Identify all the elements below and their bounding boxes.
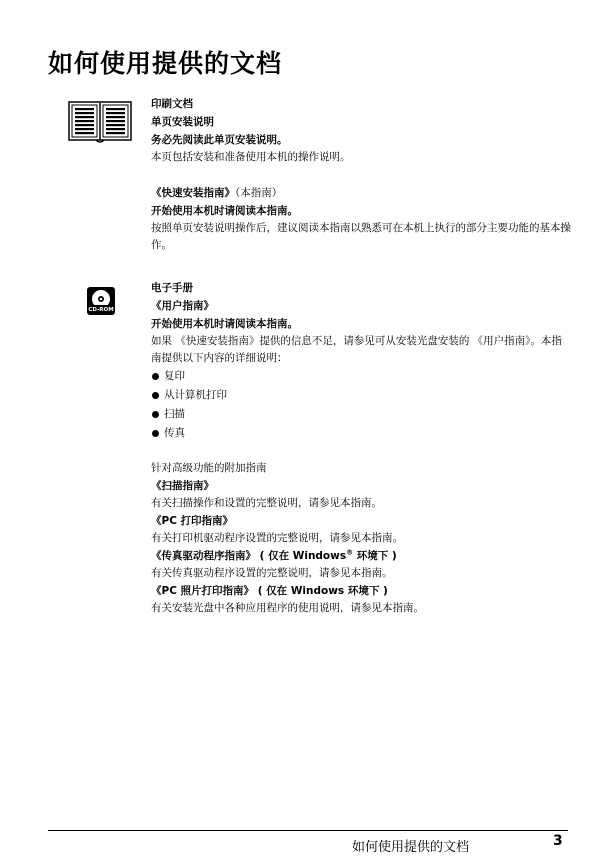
- list-item: 传真: [151, 424, 571, 443]
- book-icon: [68, 100, 132, 146]
- quick-guide-title-suffix: （本指南）: [235, 187, 283, 199]
- pc-print-guide-desc: 有关打印机驱动程序设置的完整说明，请参见本指南。: [151, 532, 403, 544]
- printed-docs-section: [151, 95, 571, 166]
- footer-title: 如何使用提供的文档: [352, 840, 470, 855]
- scan-guide-title: 《扫描指南》: [151, 480, 214, 492]
- quick-guide-title-text: 《快速安装指南》: [151, 187, 235, 199]
- quick-guide-title: [151, 184, 571, 202]
- printed-docs-heading: 印刷文档: [151, 98, 193, 110]
- fax-driver-guide-desc: 有关传真驱动程序设置的完整说明，请参见本指南。: [151, 567, 393, 579]
- user-guide-title: 《用户指南》: [151, 300, 214, 312]
- fax-driver-title-a: 《传真驱动程序指南》 ( 仅在 Windows: [151, 550, 347, 562]
- fax-driver-guide-title: [151, 547, 571, 565]
- user-guide-desc: 如果 《快速安装指南》提供的信息不足，请参见可从安装光盘安装的 《用户指南》。本指南提供以下内容的详细说明：: [151, 335, 562, 364]
- setup-sheet-note: 务必先阅读此单页安装说明。: [151, 134, 288, 146]
- footer-divider: [48, 830, 568, 831]
- setup-sheet-desc: 本页包括安装和准备使用本机的操作说明。: [151, 151, 351, 163]
- quick-guide-section: [151, 184, 571, 254]
- list-item: 复印: [151, 367, 571, 386]
- page-number: 3: [553, 833, 563, 849]
- quick-guide-desc: 按照单页安装说明操作后，建议阅读本指南以熟悉可在本机上执行的部分主要功能的基本操作。: [151, 222, 571, 251]
- scan-guide-desc: 有关扫描操作和设置的完整说明，请参见本指南。: [151, 497, 382, 509]
- fax-driver-title-b: 环境下 ): [353, 550, 397, 562]
- user-guide-note: 开始使用本机时请阅读本指南。: [151, 318, 298, 330]
- quick-guide-note: 开始使用本机时请阅读本指南。: [151, 205, 298, 217]
- advanced-intro: 针对高级功能的附加指南: [151, 462, 267, 474]
- page-title: 如何使用提供的文档: [48, 49, 283, 78]
- list-item: 扫描: [151, 405, 571, 424]
- pc-photo-guide-title: 《PC 照片打印指南》 ( 仅在 Windows 环境下 ): [151, 585, 388, 597]
- setup-sheet-title: 单页安装说明: [151, 116, 214, 128]
- electronic-manuals-heading: 电子手册: [151, 282, 193, 294]
- pc-photo-guide-desc: 有关安装光盘中各种应用程序的使用说明，请参见本指南。: [151, 602, 424, 614]
- cd-rom-label: CD-ROM: [88, 307, 114, 313]
- list-item: 从计算机打印: [151, 386, 571, 405]
- registered-mark: ®: [346, 548, 354, 557]
- electronic-manuals-section: [151, 279, 571, 617]
- pc-print-guide-title: 《PC 打印指南》: [151, 515, 234, 527]
- cd-rom-icon: [86, 286, 116, 316]
- topics-list: [151, 367, 571, 443]
